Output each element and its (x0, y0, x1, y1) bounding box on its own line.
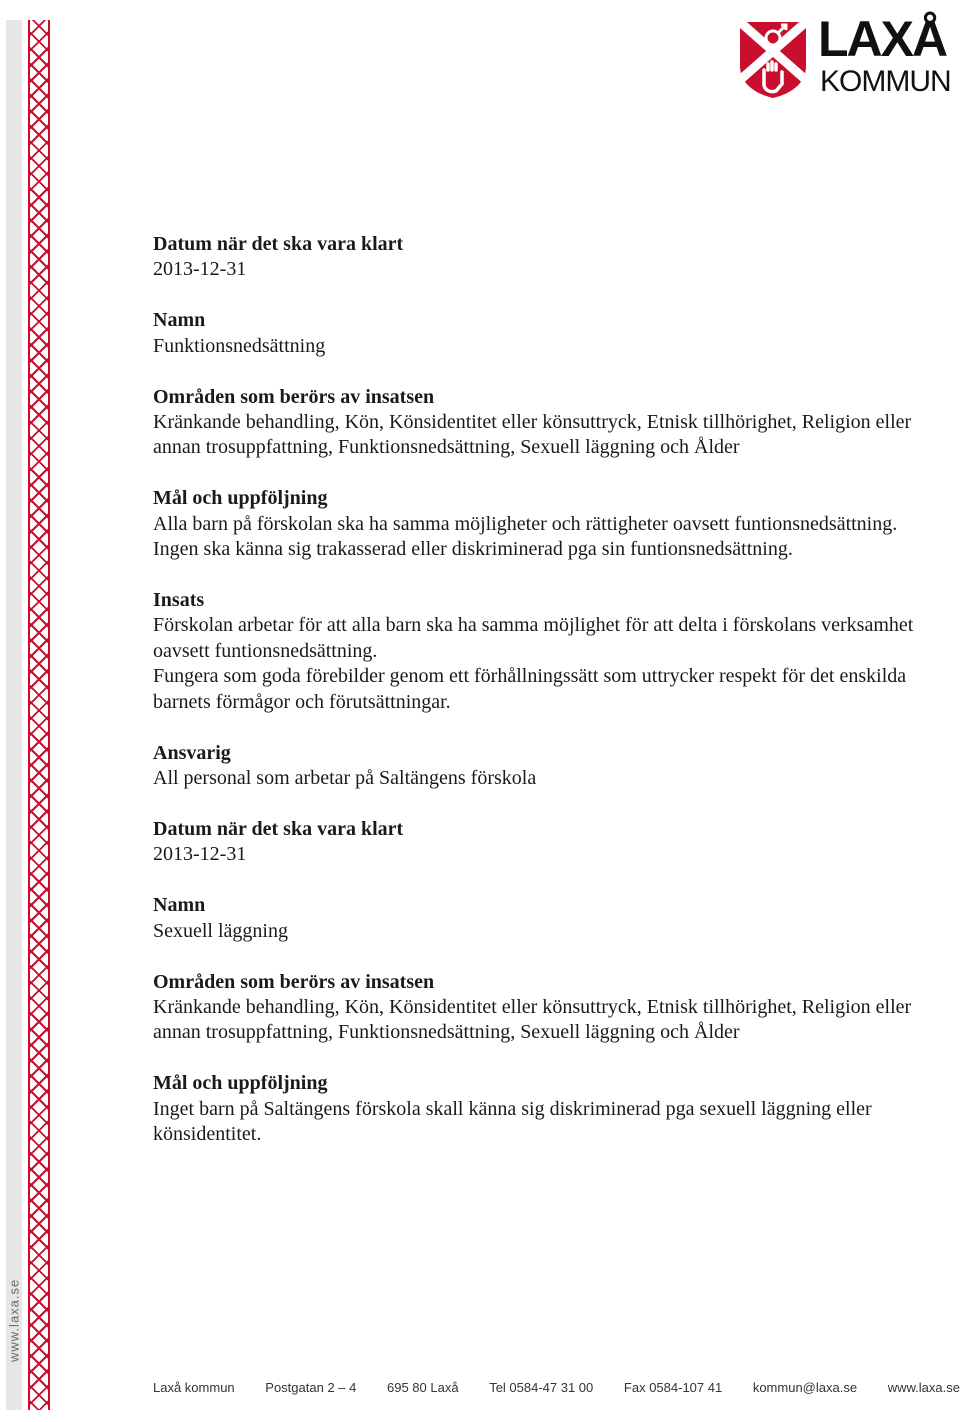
section-block (153, 893, 933, 944)
section-paragraph: Inget barn på Saltängens förskola skall känna sig diskriminerad pga sexuell läggning eller könsidentitet. (153, 1097, 872, 1146)
section-heading: Insats (153, 589, 205, 612)
footer-org: Laxå kommun (153, 1380, 235, 1395)
section-heading: Områden som berörs av insatsen (153, 970, 435, 993)
section-block (153, 817, 933, 868)
section-heading: Namn (153, 309, 206, 332)
sidebar-url: www.laxa.se (6, 1278, 22, 1362)
section-heading: Datum när det ska vara klart (153, 233, 404, 255)
section-block (153, 486, 933, 562)
footer-web[interactable]: www.laxa.se (887, 1380, 960, 1395)
section-heading: Mål och uppföljning (153, 487, 328, 510)
footer-postal: 695 80 Laxå (386, 1380, 459, 1395)
section-block (153, 741, 933, 792)
section-block (153, 588, 933, 715)
footer (153, 1380, 960, 1398)
section-heading: Mål och uppföljning (153, 1072, 328, 1095)
laxa-kommun-logo (738, 6, 960, 100)
section-paragraph: Funktionsnedsättning (153, 334, 326, 357)
footer-street: Postgatan 2 – 4 (265, 1380, 357, 1395)
section-block (153, 970, 933, 1046)
section-block (153, 232, 933, 283)
side-grey-band (6, 20, 22, 1410)
section-heading: Ansvarig (153, 741, 231, 764)
section-paragraph: Kränkande behandling, Kön, Könsidentitet eller könsuttryck, Etnisk tillhörighet, Religion eller annan trosuppfattning, Funktionsnedsättning, Sexuell läggning och Ålder (153, 995, 912, 1044)
footer-phone: Tel 0584-47 31 00 (489, 1380, 594, 1395)
laxa-coat-of-arms-icon (738, 20, 808, 100)
section-block (153, 308, 933, 359)
section-heading: Datum när det ska vara klart (153, 817, 404, 840)
section-block (153, 1071, 933, 1147)
section-paragraph: 2013-12-31 (153, 258, 247, 281)
section-paragraph: Förskolan arbetar för att alla barn ska ha samma möjlighet för att delta i förskolans verksamhet oavsett funtionsnedsättning. (153, 614, 914, 662)
section-paragraph: Kränkande behandling, Kön, Könsidentitet eller könsuttryck, Etnisk tillhörighet, Religion eller annan trosuppfattning, Funktionsnedsättning, Sexuell läggning och Ålder (153, 411, 912, 459)
section-paragraph: 2013-12-31 (153, 843, 247, 866)
section-paragraph: Alla barn på förskolan ska ha samma möjligheter och rättigheter oavsett funtionsnedsättning. (153, 512, 898, 535)
footer-email[interactable]: kommun@laxa.se (752, 1380, 858, 1395)
logo-kommun-text: KOMMUN (820, 65, 951, 98)
section-paragraph: Fungera som goda förebilder genom ett förhållningssätt som uttrycker respekt för det enskilda barnets förmågor och förutsättningar. (153, 665, 907, 713)
section-paragraph: All personal som arbetar på Saltängens förskola (153, 767, 537, 789)
section-heading: Områden som berörs av insatsen (153, 385, 435, 408)
document-body (153, 232, 933, 1173)
section-block (153, 385, 933, 461)
footer-fax: Fax 0584-107 41 (623, 1380, 723, 1395)
section-paragraph: Sexuell läggning (153, 919, 288, 942)
logo-laxa-text: LAXÅ (818, 11, 947, 67)
section-paragraph: Ingen ska känna sig trakasserad eller diskriminerad pga sin funtionsnedsättning. (153, 538, 793, 561)
section-heading: Namn (153, 894, 206, 917)
side-pattern-border (28, 20, 50, 1410)
